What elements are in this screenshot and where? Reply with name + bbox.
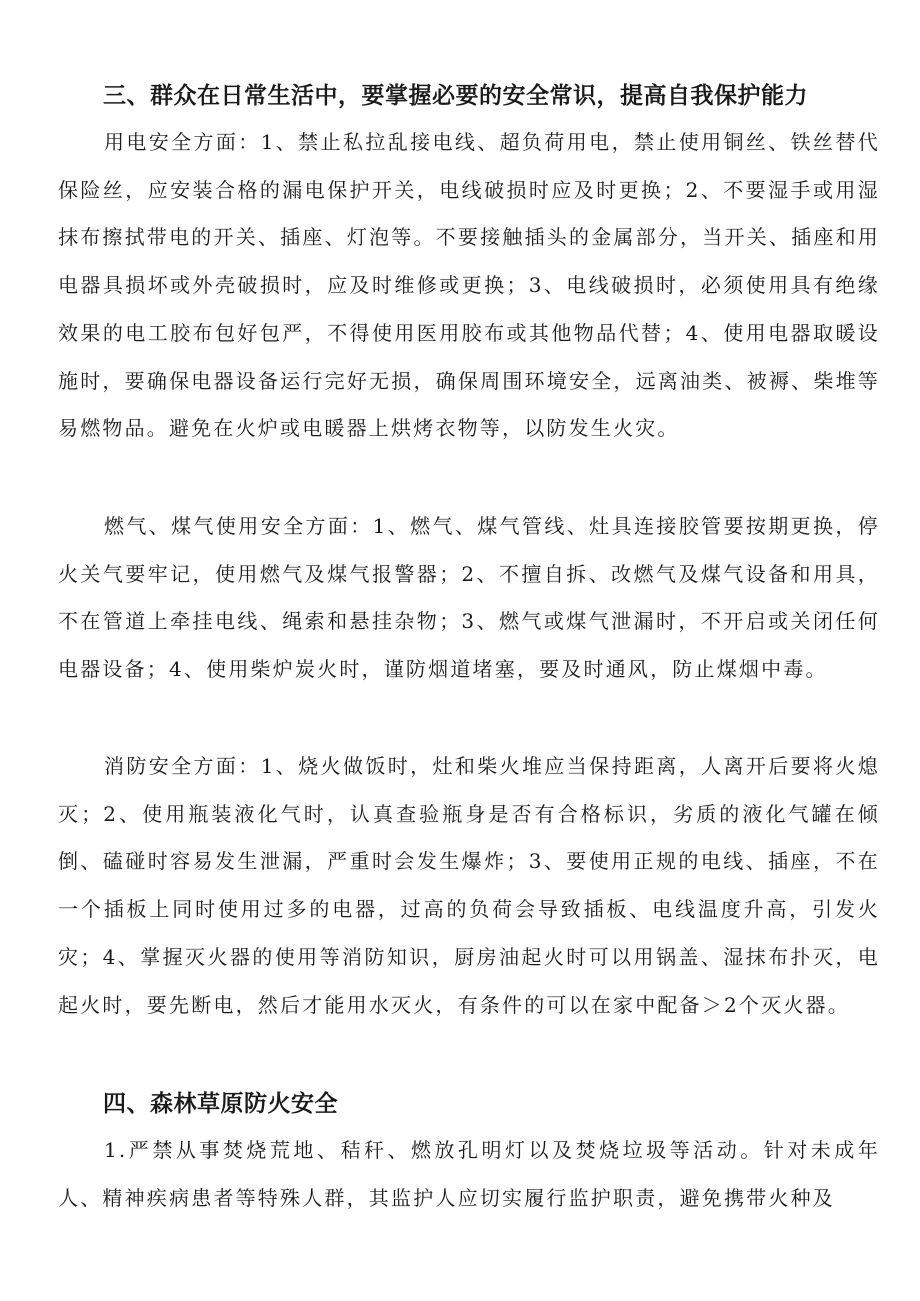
gas-safety-paragraph: 燃气、煤气使用安全方面：1、燃气、煤气管线、灶具连接胶管要按期更换，停火关气要牢记，使用燃气及煤气报警器；2、不擅自拆、改燃气及煤气设备和用具，不在管道上牵挂电线、绳索和悬挂杂物；3、燃气或煤气泄漏时，不开启或关闭任何电器设备；4、使用柴炉炭火时，谨防烟道堵塞，要及时通风，防止煤烟中毒。 — [58, 514, 880, 682]
fire-safety-paragraph: 消防安全方面：1、烧火做饭时，灶和柴火堆应当保持距离，人离开后要将火熄灭；2、使用瓶装液化气时，认真查验瓶身是否有合格标识，劣质的液化气罐在倾倒、磕碰时容易发生泄漏，严重时会发生爆炸；3、要使用正规的电线、插座，不在一个插板上同时使用过多的电器，过高的负荷会导致插板、电线温度升高，引发火灾；4、掌握灭火器的使用等消防知识，厨房油起火时可以用锅盖、湿抹布扑灭，电起火时，要先断电，然后才能用水灭火，有条件的可以在家中配备＞2个灭火器。 — [58, 754, 880, 1017]
section-4-heading: 四、森林草原防火安全 — [103, 1091, 338, 1117]
section-3-heading: 三、群众在日常生活中，要掌握必要的安全常识，提高自我保护能力 — [103, 83, 808, 109]
section-4-item-1: 1.严禁从事焚烧荒地、秸秆、燃放孔明灯以及焚烧垃圾等活动。针对未成年人、精神疾病患者等特殊人群，其监护人应切实履行监护职责，避免携带火种及 — [58, 1138, 880, 1210]
electric-safety-paragraph: 用电安全方面：1、禁止私拉乱接电线、超负荷用电，禁止使用铜丝、铁丝替代保险丝，应安装合格的漏电保护开关，电线破损时应及时更换；2、不要湿手或用湿抹布擦拭带电的开关、插座、灯泡等。不要接触插头的金属部分，当开关、插座和用电器具损坏或外壳破损时，应及时维修或更换；3、电线破损时，必须使用具有绝缘效果的电工胶布包好包严，不得使用医用胶布或其他物品代替；4、使用电器取暖设施时，要确保电器设备运行完好无损，确保周围环境安全，远离油类、被褥、柴堆等易燃物品。避免在火炉或电暖器上烘烤衣物等，以防发生火灾。 — [58, 130, 880, 441]
